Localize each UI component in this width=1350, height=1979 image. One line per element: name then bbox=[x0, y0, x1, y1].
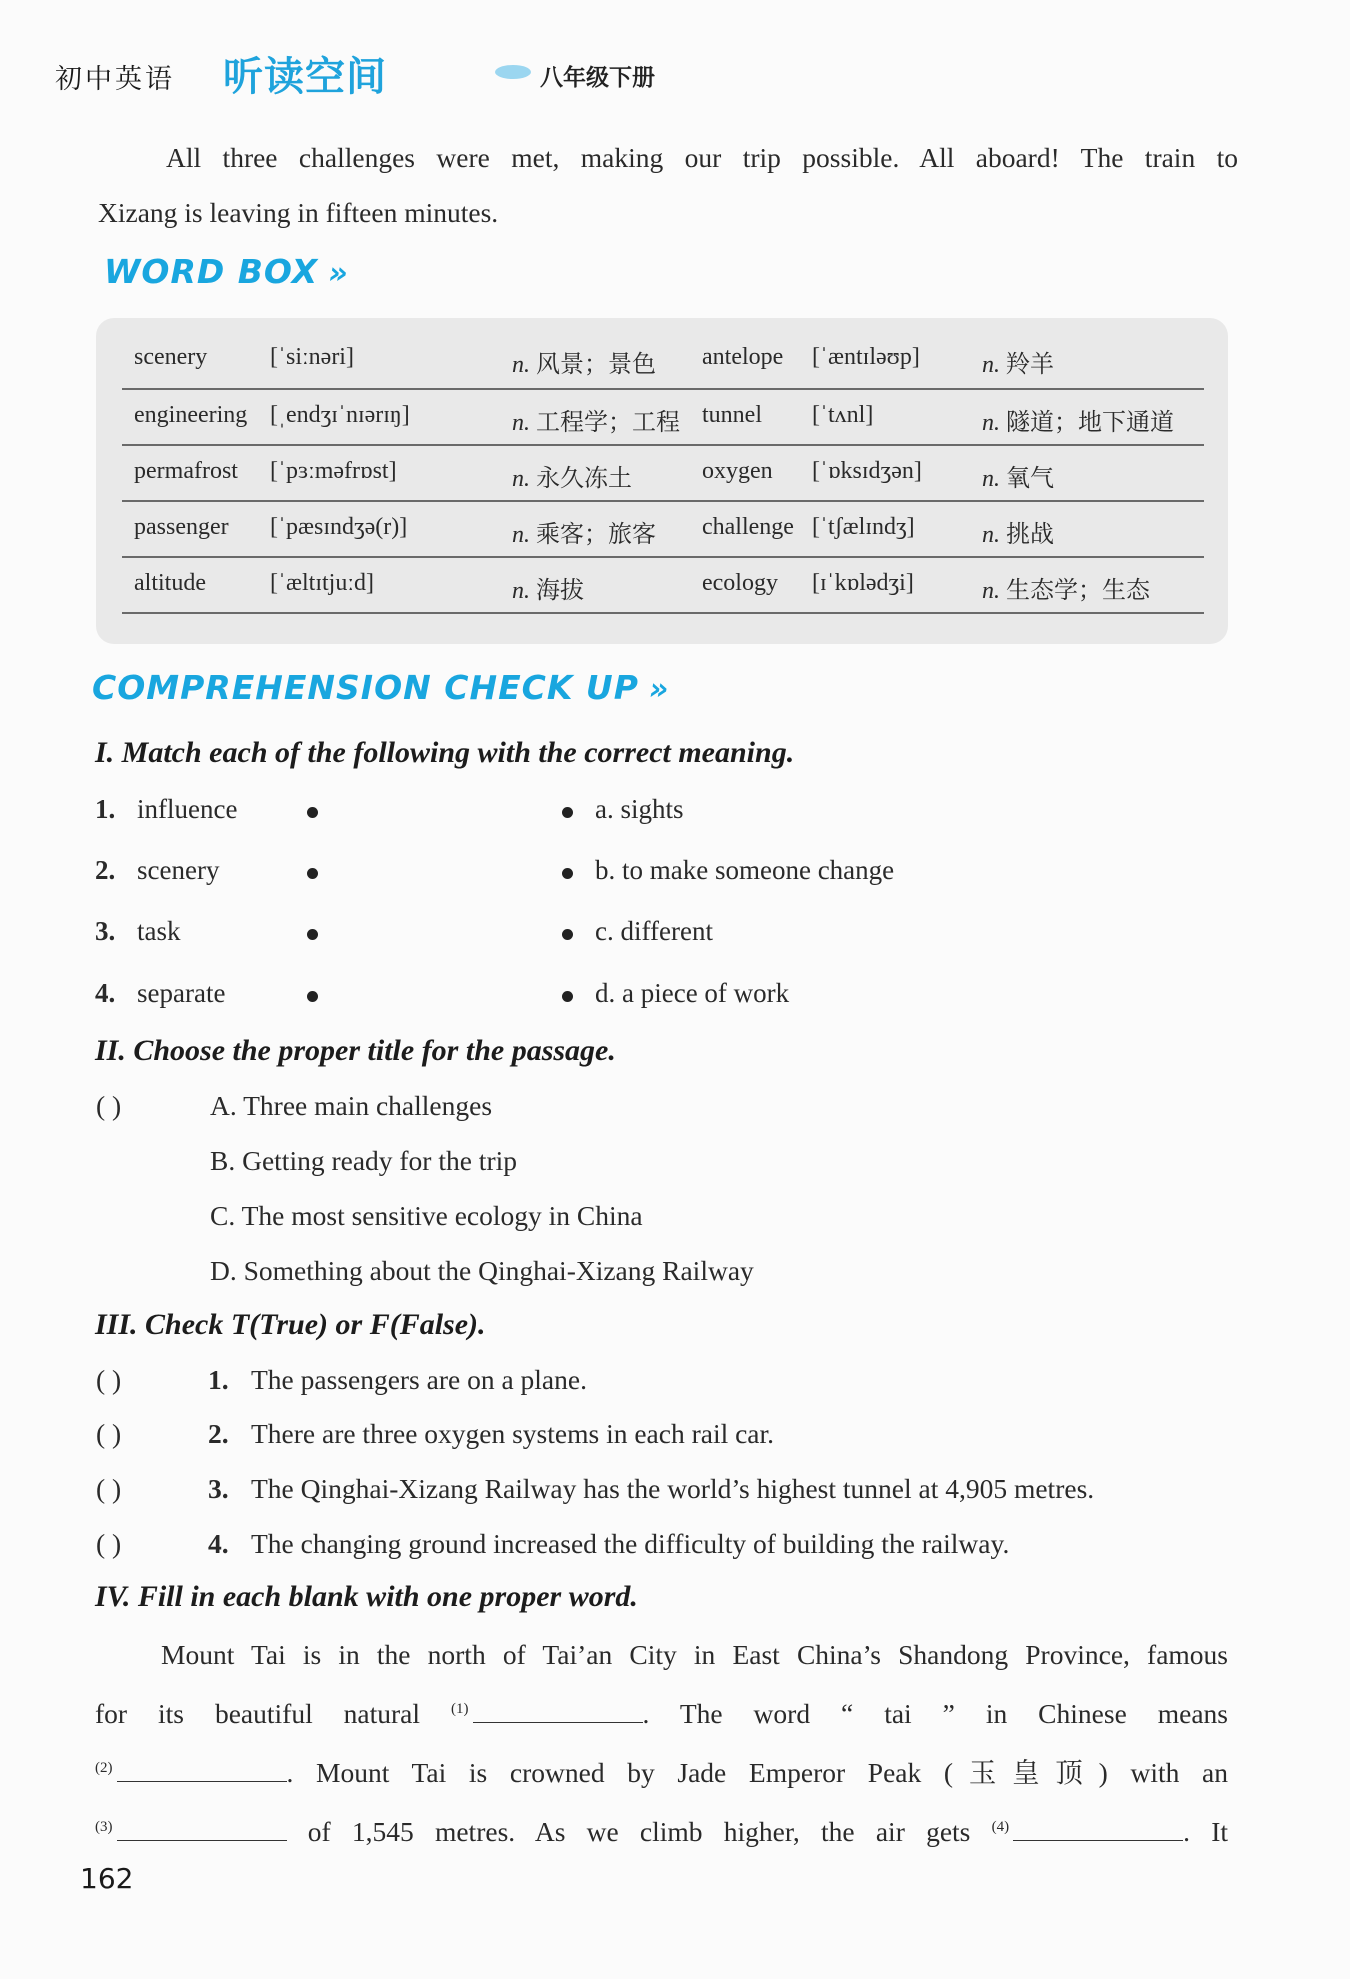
word: challenge bbox=[702, 514, 794, 540]
part-of-speech: n. bbox=[512, 410, 530, 436]
cloze-text: . The word “ tai ” in Chinese means bbox=[642, 1698, 1228, 1730]
blank-number: (1) bbox=[451, 1701, 469, 1717]
part-of-speech: n. bbox=[982, 578, 1000, 604]
cloze-text: for its beautiful natural bbox=[95, 1698, 421, 1730]
match-word: task bbox=[137, 916, 181, 946]
comprehension-title-text: COMPREHENSION CHECK UP bbox=[92, 668, 639, 707]
word: altitude bbox=[134, 570, 206, 596]
cloze-text: . Mount Tai is crowned by Jade Emperor Peak (玉皇顶) with an bbox=[286, 1757, 1228, 1789]
item-number: 1. bbox=[208, 1364, 229, 1395]
match-option: c. different bbox=[595, 916, 713, 946]
phonetic: [ˈæltɪtjuːd] bbox=[270, 570, 374, 596]
part-of-speech: n. bbox=[982, 466, 1000, 492]
word: scenery bbox=[134, 344, 208, 370]
word: passenger bbox=[134, 514, 229, 540]
blank-number: (2) bbox=[95, 1760, 113, 1777]
item-number: 1. bbox=[95, 794, 116, 824]
meaning-text: 挑战 bbox=[1006, 522, 1054, 548]
word-box-title bbox=[104, 252, 349, 291]
answer-bracket[interactable]: ( ) bbox=[96, 1364, 122, 1395]
phonetic: [ɪˈkɒlədʒi] bbox=[812, 570, 914, 596]
meaning-text: 工程学；工程 bbox=[536, 410, 680, 436]
match-dot-right[interactable] bbox=[562, 991, 573, 1002]
word-box-title-text: WORD BOX bbox=[104, 252, 319, 291]
meaning-text: 乘客；旅客 bbox=[536, 522, 656, 548]
phonetic: [ˈtʌnl] bbox=[812, 402, 874, 428]
grade-label: 八年级下册 bbox=[540, 65, 655, 91]
phonetic: [ˈtʃælɪndʒ] bbox=[812, 514, 915, 540]
word-row bbox=[122, 390, 1204, 446]
part1-heading: I. Match each of the following with the correct meaning. bbox=[95, 736, 795, 769]
meaning bbox=[512, 458, 632, 493]
intro-paragraph bbox=[98, 130, 1238, 240]
phonetic: [ˈsiːnəri] bbox=[270, 344, 354, 370]
meaning-text: 永久冻土 bbox=[536, 466, 632, 492]
cloze-text: of 1,545 metres. As we climb higher, the air gets bbox=[307, 1816, 971, 1848]
part-of-speech: n. bbox=[512, 522, 530, 548]
match-dot-left[interactable] bbox=[307, 868, 318, 879]
blank-1[interactable] bbox=[473, 1700, 643, 1723]
word: permafrost bbox=[134, 458, 238, 484]
meaning bbox=[982, 402, 1174, 437]
series-title: 初中英语 bbox=[55, 64, 175, 95]
word: oxygen bbox=[702, 458, 773, 484]
meaning bbox=[982, 458, 1054, 493]
item-number: 2. bbox=[208, 1418, 229, 1449]
page-number: 162 bbox=[80, 1862, 134, 1895]
cloze-line-3 bbox=[95, 1741, 1228, 1800]
title-option: D. Something about the Qinghai-Xizang Railway bbox=[210, 1255, 754, 1286]
meaning bbox=[512, 402, 680, 437]
word: tunnel bbox=[702, 402, 762, 428]
chevron-icon: » bbox=[648, 672, 670, 707]
cloze-line-4 bbox=[95, 1800, 1228, 1859]
row-divider bbox=[122, 500, 1204, 502]
word: ecology bbox=[702, 570, 778, 596]
answer-bracket[interactable]: ( ) bbox=[96, 1473, 122, 1504]
cloze-line-2 bbox=[95, 1682, 1228, 1741]
word-box bbox=[96, 318, 1228, 644]
phonetic: [ˈpɜːməfrɒst] bbox=[270, 458, 397, 484]
cloze-text: . It bbox=[1183, 1816, 1229, 1848]
part3-heading: III. Check T(True) or F(False). bbox=[95, 1308, 486, 1341]
phonetic: [ˈæntɪləʊp] bbox=[812, 344, 920, 370]
match-dot-right[interactable] bbox=[562, 868, 573, 879]
part-of-speech: n. bbox=[982, 522, 1000, 548]
row-divider bbox=[122, 388, 1204, 390]
match-option: a. sights bbox=[595, 794, 684, 824]
item-number: 2. bbox=[95, 855, 116, 885]
tf-statement: The changing ground increased the difficulty of building the railway. bbox=[251, 1528, 1010, 1559]
word: engineering bbox=[134, 402, 248, 428]
row-divider bbox=[122, 556, 1204, 558]
match-word: separate bbox=[137, 978, 226, 1008]
phonetic: [ˈpæsɪndʒə(r)] bbox=[270, 514, 408, 540]
part4-heading: IV. Fill in each blank with one proper word. bbox=[95, 1580, 638, 1613]
word-row bbox=[122, 446, 1204, 502]
cloze-passage bbox=[95, 1627, 1228, 1859]
title-option: A. Three main challenges bbox=[210, 1090, 493, 1121]
word-row bbox=[122, 332, 1204, 388]
meaning-text: 隧道；地下通道 bbox=[1006, 410, 1174, 436]
word-row bbox=[122, 558, 1204, 614]
row-divider bbox=[122, 444, 1204, 446]
meaning bbox=[512, 344, 656, 379]
blank-3[interactable] bbox=[117, 1818, 287, 1841]
part-of-speech: n. bbox=[982, 352, 1000, 378]
meaning-text: 羚羊 bbox=[1006, 352, 1054, 378]
answer-bracket[interactable]: ( ) bbox=[96, 1090, 122, 1121]
meaning-text: 风景；景色 bbox=[536, 352, 656, 378]
match-word: influence bbox=[137, 794, 238, 824]
meaning-text: 生态学；生态 bbox=[1006, 578, 1150, 604]
part-of-speech: n. bbox=[982, 410, 1000, 436]
match-dot-left[interactable] bbox=[307, 991, 318, 1002]
part-of-speech: n. bbox=[512, 578, 530, 604]
meaning-text: 氧气 bbox=[1006, 466, 1054, 492]
blank-4[interactable] bbox=[1013, 1818, 1183, 1841]
part2-heading: II. Choose the proper title for the passage. bbox=[95, 1034, 616, 1067]
part-of-speech: n. bbox=[512, 466, 530, 492]
match-option: d. a piece of work bbox=[595, 978, 790, 1008]
phonetic: [ˌendʒɪˈnɪərɪŋ] bbox=[270, 402, 410, 428]
blank-2[interactable] bbox=[117, 1759, 287, 1782]
blank-number: (3) bbox=[95, 1819, 113, 1836]
match-option: b. to make someone change bbox=[595, 855, 895, 885]
intro-line-2: Xizang is leaving in fifteen minutes. bbox=[98, 197, 499, 228]
match-dot-right[interactable] bbox=[562, 807, 573, 818]
meaning bbox=[982, 514, 1054, 549]
part-of-speech: n. bbox=[512, 352, 530, 378]
match-word: scenery bbox=[137, 855, 220, 885]
match-dot-left[interactable] bbox=[307, 807, 318, 818]
tf-statement: The passengers are on a plane. bbox=[251, 1364, 587, 1395]
comprehension-title bbox=[92, 668, 669, 707]
item-number: 3. bbox=[95, 916, 116, 946]
meaning-text: 海拔 bbox=[536, 578, 584, 604]
title-option: B. Getting ready for the trip bbox=[210, 1145, 517, 1176]
word: antelope bbox=[702, 344, 784, 370]
match-dot-right[interactable] bbox=[562, 929, 573, 940]
answer-bracket[interactable]: ( ) bbox=[96, 1418, 122, 1449]
meaning bbox=[512, 514, 656, 549]
title-option: C. The most sensitive ecology in China bbox=[210, 1200, 643, 1231]
tf-statement: The Qinghai-Xizang Railway has the world’s highest tunnel at 4,905 metres. bbox=[251, 1473, 1095, 1504]
cloze-line-1: Mount Tai is in the north of Tai’an City in East China’s Shandong Province, famous bbox=[161, 1639, 1228, 1670]
item-number: 4. bbox=[208, 1528, 229, 1559]
meaning bbox=[982, 344, 1054, 379]
intro-line-1: All three challenges were met, making our trip possible. All aboard! The train to bbox=[166, 142, 1238, 173]
item-number: 3. bbox=[208, 1473, 229, 1504]
swirl-icon bbox=[495, 65, 531, 79]
brand-logo-text: 听读空间 bbox=[223, 54, 387, 100]
answer-bracket[interactable]: ( ) bbox=[96, 1528, 122, 1559]
meaning bbox=[982, 570, 1150, 605]
row-divider bbox=[122, 612, 1204, 614]
word-row bbox=[122, 502, 1204, 558]
page-header bbox=[55, 45, 755, 105]
phonetic: [ˈɒksɪdʒən] bbox=[812, 458, 922, 484]
blank-number: (4) bbox=[991, 1819, 1010, 1836]
chevron-icon: » bbox=[328, 256, 349, 291]
item-number: 4. bbox=[95, 978, 116, 1008]
match-dot-left[interactable] bbox=[307, 929, 318, 940]
meaning bbox=[512, 570, 584, 605]
tf-statement: There are three oxygen systems in each rail car. bbox=[251, 1418, 775, 1449]
